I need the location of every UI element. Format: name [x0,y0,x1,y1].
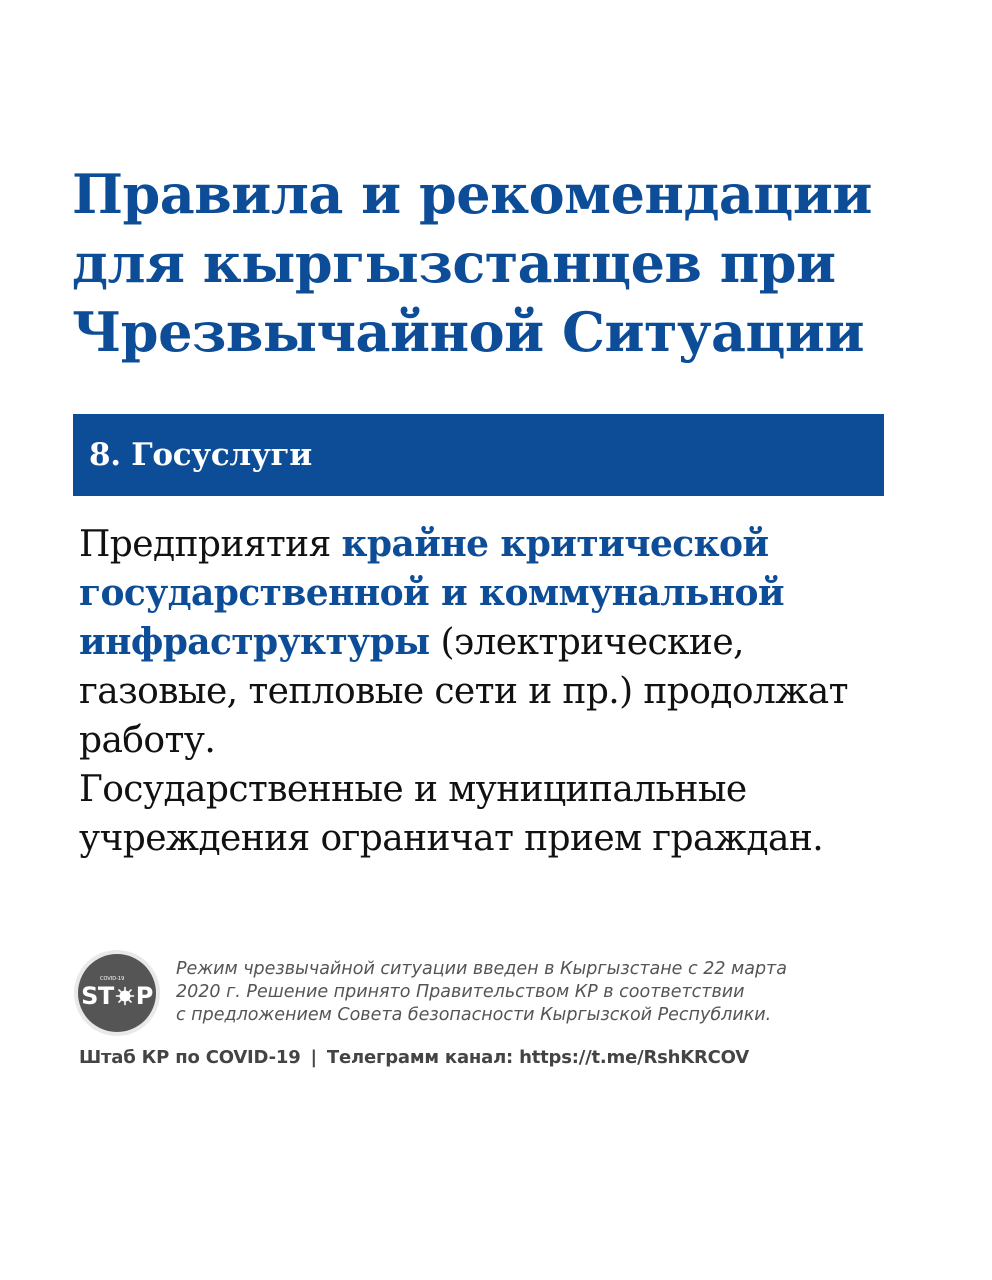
stop-logo-small-text: COVID-19 [100,976,125,982]
footer-separator: | [310,1047,317,1068]
section-heading: 8. Госуслуги [89,437,312,473]
body-line: учреждения ограничат прием граждан. [79,818,824,859]
footnote-line: с предложением Совета безопасности Кыргызской Республики. [176,1005,772,1025]
body-line: Государственные и муниципальные [79,769,747,810]
body-line [79,520,879,569]
footnote-line: 2020 г. Решение принято Правительством КР в соответствии [176,982,745,1002]
body-line: работу. [79,720,216,761]
footer-telegram-link[interactable]: Телеграмм канал: https://t.me/RshKRCOV [326,1047,750,1068]
title-line: для кыргызстанцев при [72,231,836,295]
body-plain: (электрические, [429,622,744,663]
footer-org: Штаб КР по COVID-19 [79,1047,301,1068]
body-highlight: государственной и коммунальной [79,572,785,614]
title-line: Чрезвычайной Ситуации [72,300,865,364]
body-line: газовые, тепловые сети и пр.) продолжат [79,671,848,712]
stop-logo-circle [78,954,156,1032]
virus-icon [115,986,135,1006]
stop-logo-letters-left: ST [81,982,114,1010]
body-highlight: инфраструктуры [79,621,430,663]
footer [79,1047,749,1068]
stop-logo-letters-right: P [135,982,153,1010]
stop-logo-word [81,982,153,1010]
title-line: Правила и рекомендации [72,162,872,226]
body-plain: Предприятия [79,524,342,565]
page-title [72,160,932,367]
section-header-bar [73,414,884,496]
body-line [79,569,879,618]
body-line [79,618,879,667]
body-text [79,520,879,863]
footnote [176,958,896,1027]
body-highlight: крайне критической [341,523,769,565]
footnote-line: Режим чрезвычайной ситуации введен в Кыргызстане с 22 марта [176,959,787,979]
stop-covid-logo [74,950,160,1036]
